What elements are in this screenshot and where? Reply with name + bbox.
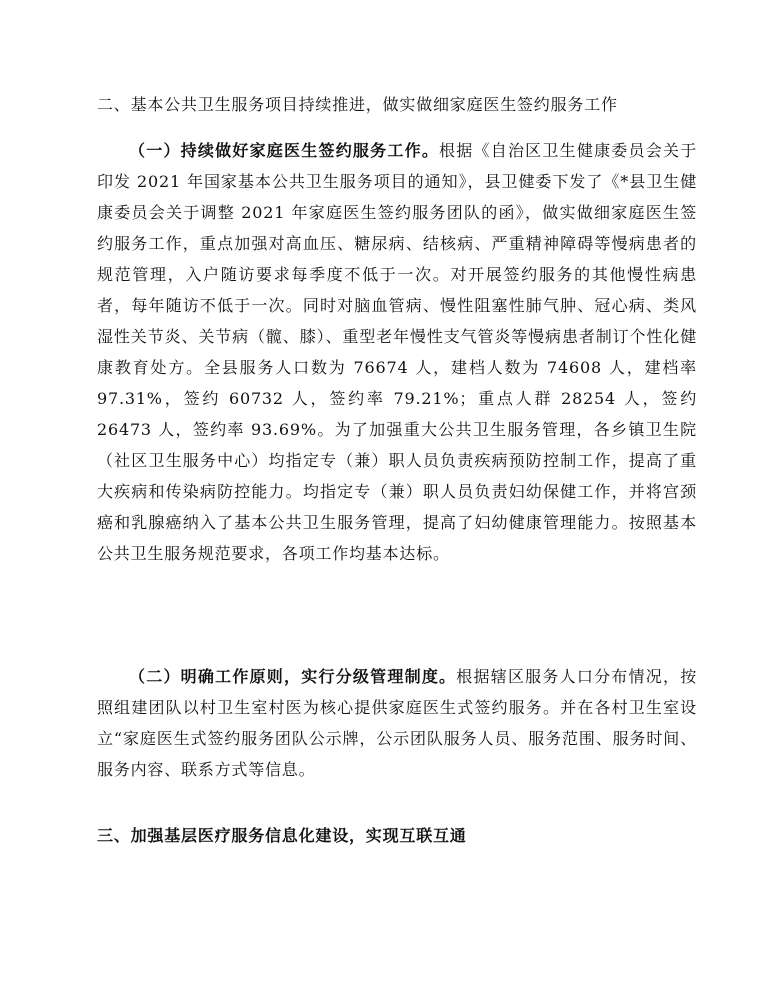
section-heading-3 (97, 820, 697, 851)
paragraph-1 (97, 135, 697, 569)
paragraph-2-lead: （二）明确工作原则，实行分级管理制度。 (129, 667, 457, 686)
paragraph-1-lead: （一）持续做好家庭医生签约服务工作。 (129, 141, 440, 160)
paragraph-2 (97, 661, 697, 785)
paragraph-1-body: 根据《自治区卫生健康委员会关于印发 2021 年国家基本公共卫生服务项目的通知》，县卫健委下发了《*县卫生健康委员会关于调整 2021 年家庭医生签约服务团队的函》，做实做细家庭医生签约服务工作，重点加强对高血压、糖尿病、结核病、严重精神障碍等慢病患者的规范管理，入户随访要求每季度不低于一次。对开展签约服务的其他慢性病患者，每年随访不低于一次。同时对脑血管病、慢性阻塞性肺气肿、冠心病、类风湿性关节炎、关节病（髋、膝）、重型老年慢性支气管炎等慢病患者制订个性化健康教育处方。全县服务人口数为 76674 人，建档人数为 74608 人，建档率 97.31%，签约 60732 人，签约率 79.21%；重点人群 28254 人，签约 26473 人，签约率 93.69%。为了加强重大公共卫生服务管理，各乡镇卫生院（社区卫生服务中心）均指定专（兼）职人员负责疾病预防控制工作，提高了重大疾病和传染病防控能力。均指定专（兼）职人员负责妇幼保健工作，并将宫颈癌和乳腺癌纳入了基本公共卫生服务管理，提高了妇幼健康管理能力。按照基本公共卫生服务规范要求，各项工作均基本达标。 (97, 141, 697, 563)
paragraph-2-body: 根据辖区服务人口分布情况，按照组建团队以村卫生室村医为核心提供家庭医生式签约服务。并在各村卫生室设立“家庭医生式签约服务团队公示牌，公示团队服务人员、服务范围、服务时间、服务内容、联系方式等信息。 (97, 667, 698, 779)
section-heading-2 (97, 89, 697, 120)
section-heading-3-text: 三、加强基层医疗服务信息化建设，实现互联互通 (97, 826, 467, 845)
section-heading-2-text: 二、基本公共卫生服务项目持续推进，做实做细家庭医生签约服务工作 (97, 95, 618, 114)
